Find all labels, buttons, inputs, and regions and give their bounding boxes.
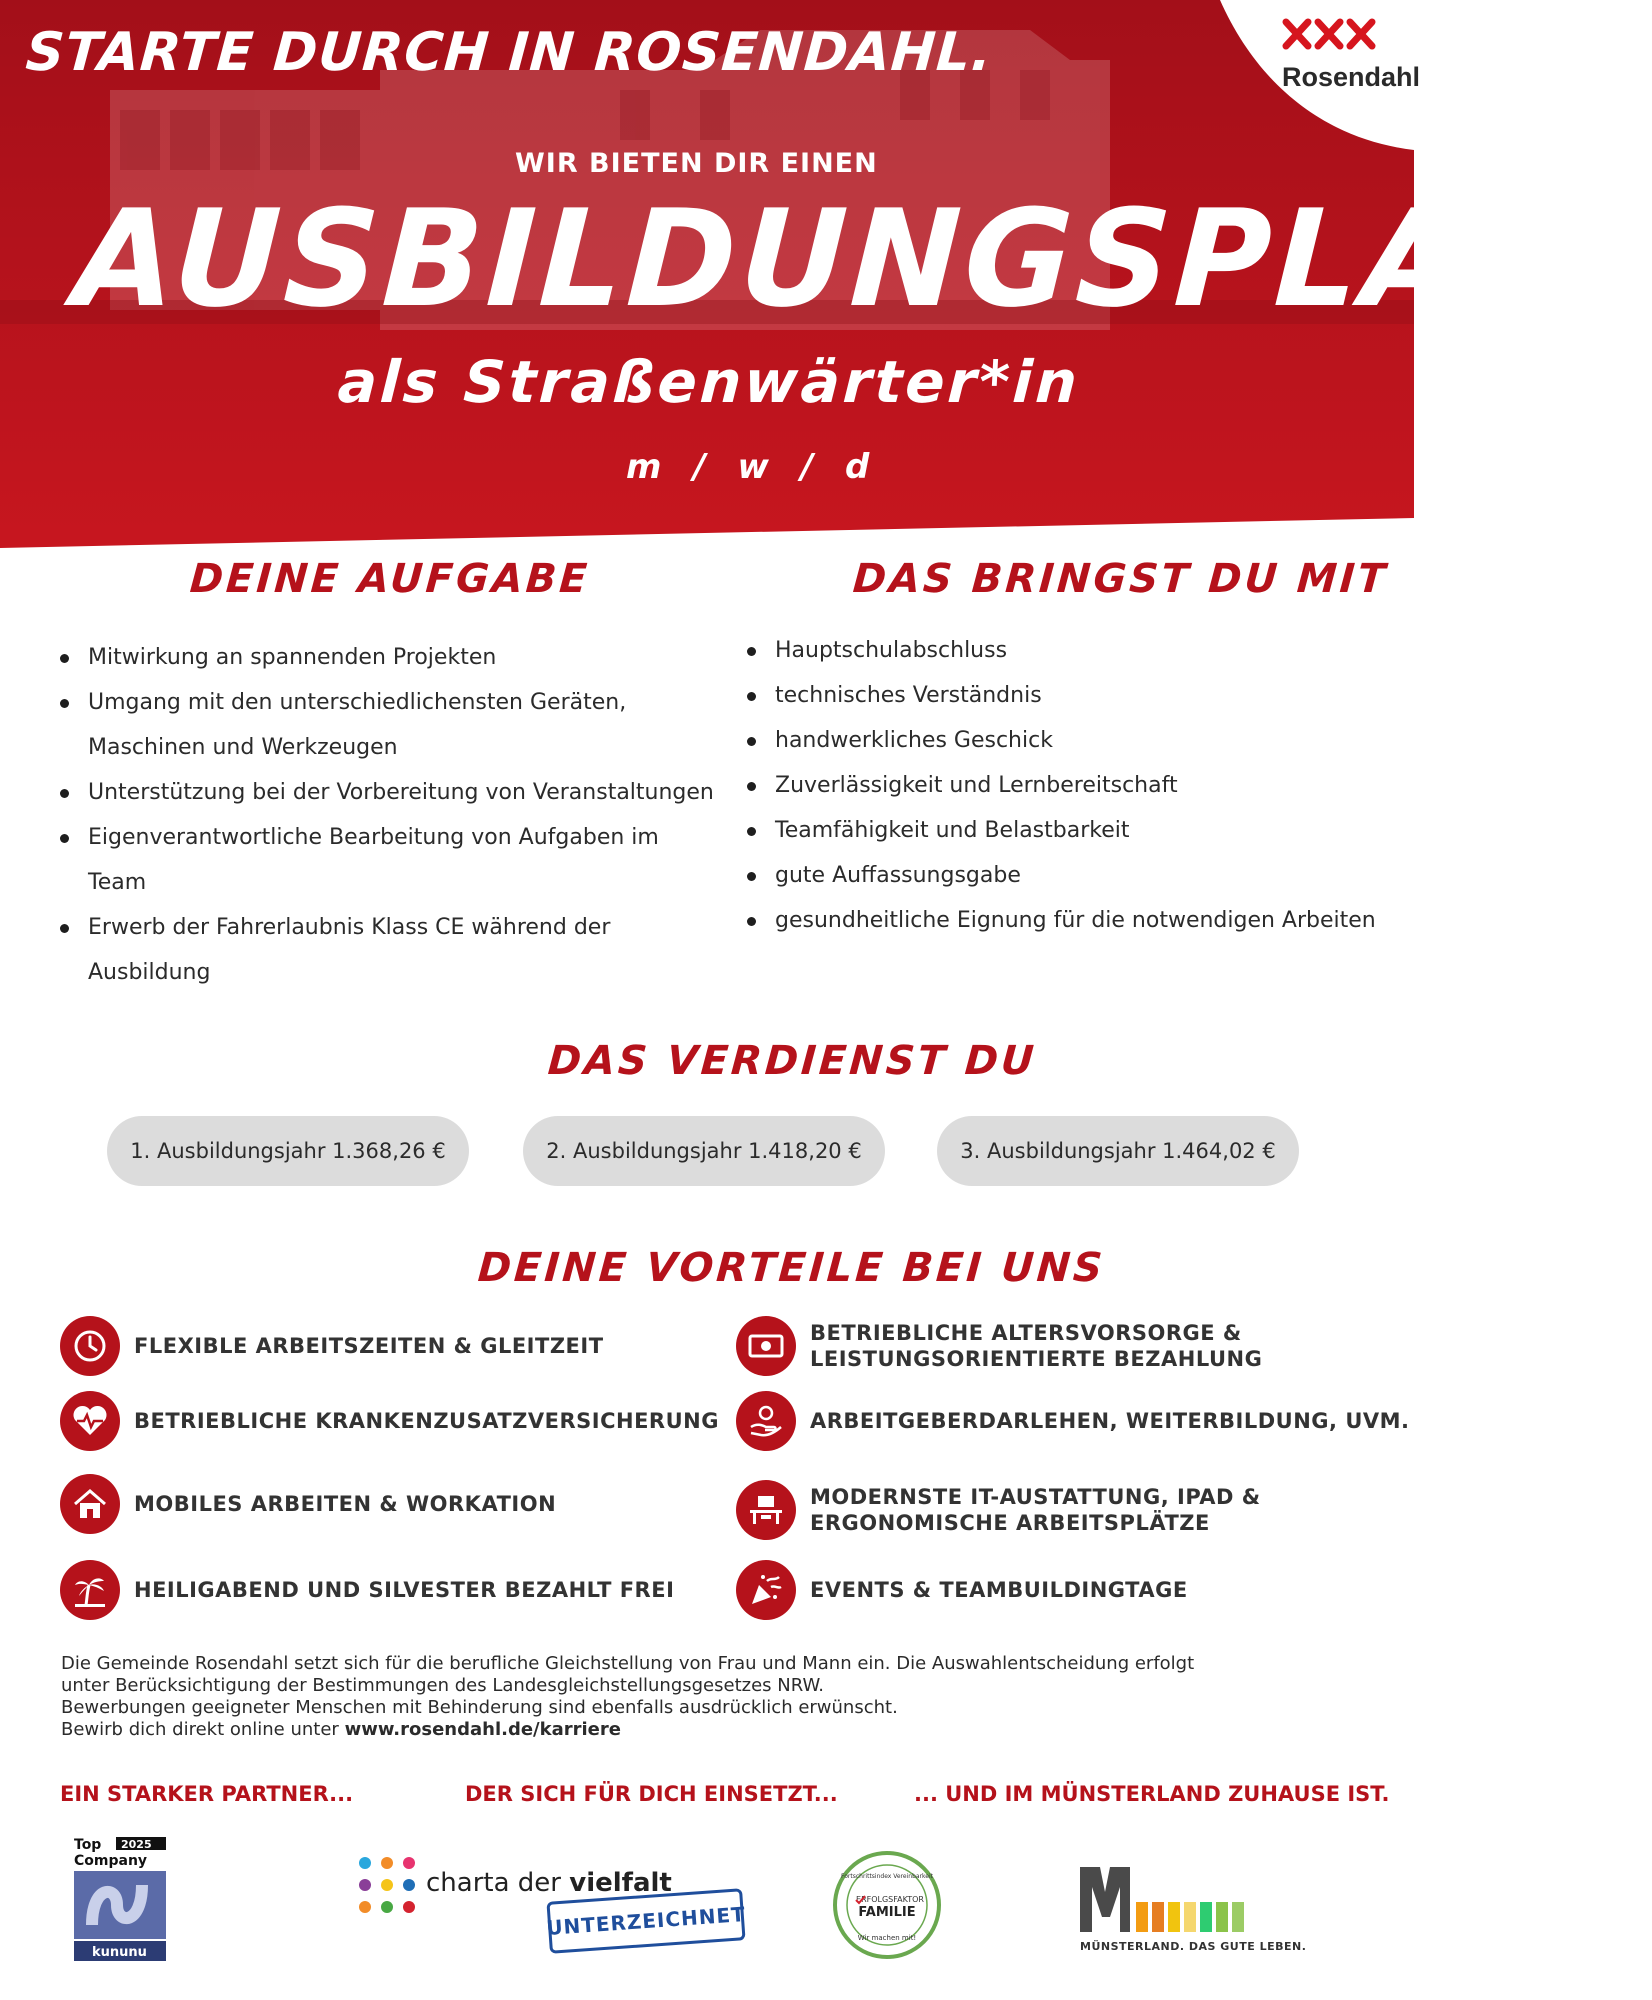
hand-coin-icon: [736, 1391, 796, 1451]
task-item: Eigenverantwortliche Bearbeitung von Aufgaben im Team: [58, 815, 723, 905]
requirements-heading: DAS BRINGST DU MIT: [851, 556, 1390, 602]
hero-gender-note: m / w / d: [626, 447, 880, 487]
money-icon: [736, 1316, 796, 1376]
benefit-label: FLEXIBLE ARBEITSZEITEN & GLEITZEIT: [134, 1334, 604, 1358]
kununu-top-text: Top: [74, 1837, 102, 1853]
party-popper-icon: [736, 1560, 796, 1620]
kununu-top-company-logo: [72, 1835, 168, 1963]
requirement-item: Zuverlässigkeit und Lernbereitschaft: [745, 763, 1410, 808]
charta-prefix: charta der: [426, 1868, 570, 1898]
benefit-label: MOBILES ARBEITEN & WORKATION: [134, 1492, 557, 1516]
legal-line: Die Gemeinde Rosendahl setzt sich für die berufliche Gleichstellung von Frau und Mann ein. Die Auswahlentscheidung erfolgt: [61, 1653, 1195, 1674]
benefit-label: BETRIEBLICHE KRANKENZUSATZVERSICHERUNG: [134, 1409, 719, 1433]
hero-banner: [0, 0, 1652, 560]
benefit-label-line: MODERNSTE IT-AUSTATTUNG, IPAD &: [810, 1485, 1261, 1509]
benefit-label-line: ERGONOMISCHE ARBEITSPLÄTZE: [810, 1511, 1210, 1535]
benefit-loans-training: [736, 1391, 1410, 1451]
requirement-item: Hauptschulabschluss: [745, 628, 1410, 673]
rosendahl-logo-text: Rosendahl: [1282, 62, 1421, 92]
benefit-label: ARBEITGEBERDARLEHEN, WEITERBILDUNG, UVM.: [810, 1409, 1410, 1433]
benefit-pension: [736, 1316, 1262, 1376]
tasks-heading: DEINE AUFGABE: [188, 556, 592, 602]
partner-caption-2: DER SICH FÜR DICH EINSETZT...: [465, 1782, 838, 1806]
tasks-list: [58, 635, 723, 995]
kununu-brand-text: kununu: [92, 1945, 147, 1960]
familie-top-text: Fortschrittsindex Vereinbarkeit: [841, 1873, 933, 1880]
hero-title: AUSBILDUNGSPLATZ: [70, 181, 1652, 337]
salary-heading: DAS VERDIENST DU: [546, 1038, 1039, 1084]
benefit-events: [736, 1560, 1188, 1620]
salary-year-1: 1. Ausbildungsjahr 1.368,26 €: [107, 1116, 469, 1186]
clock-icon: [60, 1316, 120, 1376]
legal-line: unter Berücksichtigung der Bestimmungen des Landesgleichstellungsgesetzes NRW.: [61, 1675, 824, 1696]
benefit-health-insurance: [60, 1391, 719, 1451]
benefit-holidays: [60, 1560, 674, 1620]
house-icon: [60, 1474, 120, 1534]
benefit-label: HEILIGABEND UND SILVESTER BEZAHLT FREI: [134, 1578, 675, 1602]
charta-logo-text: [426, 1868, 672, 1898]
benefit-label: [810, 1320, 1262, 1372]
charta-dots-icon: [355, 1853, 419, 1917]
hero-tagline: STARTE DURCH IN ROSENDAHL.: [23, 22, 995, 83]
familie-main-text: FAMILIE: [858, 1905, 916, 1920]
task-item: Unterstützung bei der Vorbereitung von Veranstaltungen: [58, 770, 723, 815]
apply-line: [61, 1719, 1361, 1741]
erfolgsfaktor-familie-logo: [832, 1850, 942, 1960]
benefit-flexible-hours: [60, 1316, 604, 1376]
benefit-label: EVENTS & TEAMBUILDINGTAGE: [810, 1578, 1188, 1602]
salary-year-2: 2. Ausbildungsjahr 1.418,20 €: [523, 1116, 885, 1186]
muensterland-claim: MÜNSTERLAND. DAS GUTE LEBEN.: [1080, 1940, 1307, 1953]
legal-line: Bewerbungen geeigneter Menschen mit Behinderung sind ebenfalls ausdrücklich erwünscht.: [61, 1697, 898, 1718]
requirement-item: gesundheitliche Eignung für die notwendigen Arbeiten: [745, 898, 1410, 943]
heart-pulse-icon: [60, 1391, 120, 1451]
benefit-label: [810, 1484, 1261, 1536]
benefit-label-line: BETRIEBLICHE ALTERSVORSORGE &: [810, 1321, 1242, 1345]
desk-icon: [736, 1480, 796, 1540]
requirement-item: technisches Verständnis: [745, 673, 1410, 718]
partner-caption-3: ... UND IM MÜNSTERLAND ZUHAUSE IST.: [914, 1782, 1390, 1806]
familie-bottom-text: Wir machen mit!: [857, 1934, 917, 1942]
benefits-heading: DEINE VORTEILE BEI UNS: [476, 1245, 1107, 1291]
partner-caption-1: EIN STARKER PARTNER...: [60, 1782, 354, 1806]
apply-text: Bewirb dich direkt online unter: [61, 1719, 345, 1740]
task-item: Erwerb der Fahrerlaubnis Klass CE während der Ausbildung: [58, 905, 723, 995]
requirement-item: Teamfähigkeit und Belastbarkeit: [745, 808, 1410, 853]
charta-stamp: UNTERZEICHNET: [546, 1888, 745, 1954]
career-link[interactable]: www.rosendahl.de/karriere: [344, 1719, 621, 1740]
kununu-company-text: Company: [74, 1853, 148, 1869]
palm-tree-icon: [60, 1560, 120, 1620]
task-item: Umgang mit den unterschiedlichensten Geräten, Maschinen und Werkzeugen: [58, 680, 723, 770]
task-item: Mitwirkung an spannenden Projekten: [58, 635, 723, 680]
benefit-mobile-work: [60, 1474, 556, 1534]
requirement-item: handwerkliches Geschick: [745, 718, 1410, 763]
charta-bold: vielfalt: [569, 1868, 672, 1898]
benefit-label-line: LEISTUNGSORIENTIERTE BEZAHLUNG: [810, 1347, 1263, 1371]
rosendahl-logo-icon: [1280, 16, 1378, 56]
salary-year-3: 3. Ausbildungsjahr 1.464,02 €: [937, 1116, 1299, 1186]
benefit-it-equipment: [736, 1480, 1261, 1540]
kununu-year-text: 2025: [121, 1838, 152, 1851]
requirements-list: [745, 628, 1410, 943]
requirement-item: gute Auffassungsgabe: [745, 853, 1410, 898]
familie-mid-text: ERFOLGSFAKTOR: [856, 1895, 924, 1904]
hero-offer: WIR BIETEN DIR EINEN: [515, 148, 878, 179]
hero-subtitle: als Straßenwärter*in: [336, 348, 1082, 416]
legal-notice: [61, 1653, 1361, 1741]
